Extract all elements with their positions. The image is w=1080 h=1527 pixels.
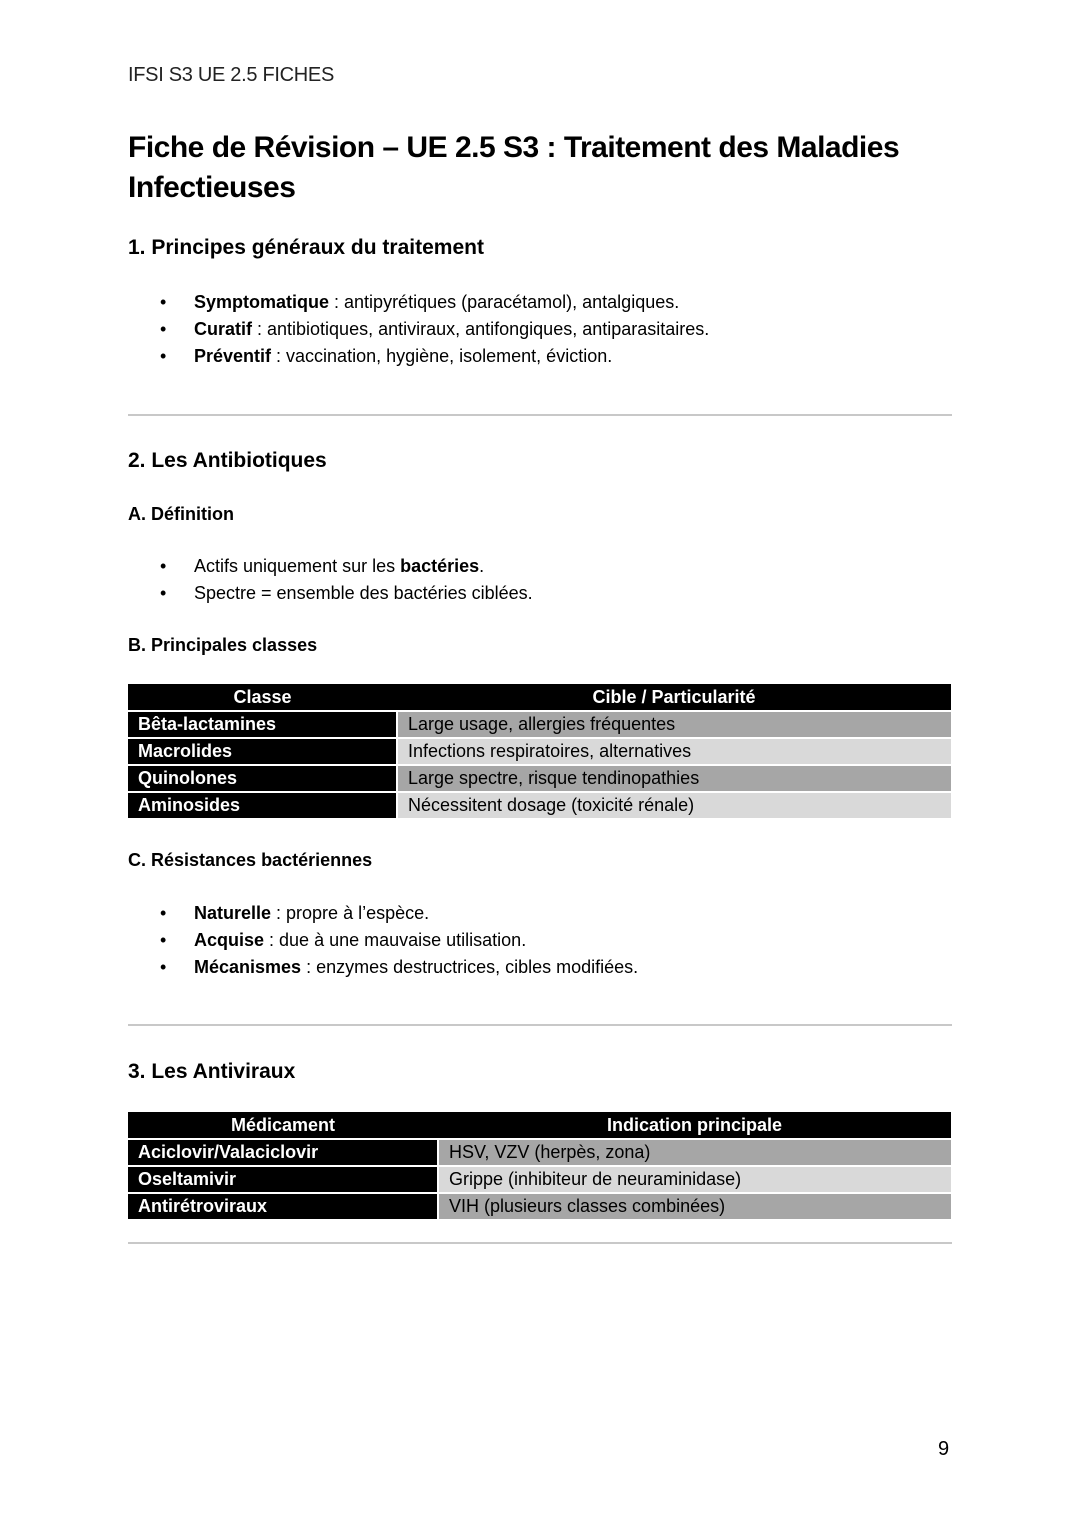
table-row [128, 1166, 951, 1193]
text: . [479, 556, 485, 576]
list-item [160, 553, 533, 580]
cell: Macrolides [128, 738, 397, 765]
desc: : antibiotiques, antiviraux, antifongiques, antiparasitaires. [252, 319, 710, 339]
desc: : propre à l’espèce. [271, 903, 430, 923]
antibiotics-table [128, 684, 951, 820]
section-1-heading: 1. Principes généraux du traitement [128, 236, 484, 259]
cell: Nécessitent dosage (toxicité rénale) [397, 792, 951, 819]
column-header: Classe [128, 684, 397, 711]
cell: Antirétroviraux [128, 1193, 438, 1220]
list-item [160, 927, 638, 954]
desc: : enzymes destructrices, cibles modifiées. [301, 957, 639, 977]
table-row [128, 1139, 951, 1166]
table-row [128, 738, 951, 765]
cell: Aciclovir/Valaciclovir [128, 1139, 438, 1166]
list-item [160, 900, 638, 927]
term: Symptomatique [194, 292, 330, 312]
cell: Oseltamivir [128, 1166, 438, 1193]
term: Préventif [194, 346, 272, 366]
cell: VIH (plusieurs classes combinées) [438, 1193, 951, 1220]
section-2-heading: 2. Les Antibiotiques [128, 449, 327, 472]
table-row [128, 1193, 951, 1220]
term: bactéries [400, 556, 480, 576]
cell: Bêta-lactamines [128, 711, 397, 738]
cell: HSV, VZV (herpès, zona) [438, 1139, 951, 1166]
cell: Aminosides [128, 792, 397, 819]
divider [128, 1242, 952, 1244]
section-1-list [160, 289, 709, 370]
column-header: Indication principale [438, 1112, 951, 1139]
term: Naturelle [194, 903, 272, 923]
term: Acquise [194, 930, 265, 950]
desc: : antipyrétiques (paracétamol), antalgiques. [329, 292, 680, 312]
desc: : due à une mauvaise utilisation. [264, 930, 527, 950]
list-item [160, 954, 638, 981]
document-title: Fiche de Révision – UE 2.5 S3 : Traitement des Maladies Infectieuses [128, 131, 900, 204]
resistance-list [160, 900, 638, 981]
list-item [160, 289, 709, 316]
term: Mécanismes [194, 957, 302, 977]
column-header: Médicament [128, 1112, 438, 1139]
page-number: 9 [938, 1438, 950, 1460]
list-item [160, 316, 709, 343]
table-header [128, 1112, 951, 1139]
divider [128, 1024, 952, 1026]
cell: Infections respiratoires, alternatives [397, 738, 951, 765]
cell: Large spectre, risque tendinopathies [397, 765, 951, 792]
table-row [128, 792, 951, 819]
section-3-heading: 3. Les Antiviraux [128, 1060, 296, 1083]
subsection-b-heading: B. Principales classes [128, 635, 318, 655]
page-header: IFSI S3 UE 2.5 FICHES [128, 64, 334, 86]
divider [128, 414, 952, 416]
text: Spectre = ensemble des bactéries ciblées. [194, 583, 533, 603]
list-item [160, 580, 533, 607]
subsection-c-heading: C. Résistances bactériennes [128, 850, 373, 870]
table-header [128, 684, 951, 711]
desc: : vaccination, hygiène, isolement, éviction. [271, 346, 613, 366]
cell: Quinolones [128, 765, 397, 792]
cell: Large usage, allergies fréquentes [397, 711, 951, 738]
term: Curatif [194, 319, 252, 339]
table-row [128, 711, 951, 738]
column-header: Cible / Particularité [397, 684, 951, 711]
text: Actifs uniquement sur les [194, 556, 401, 576]
antivirals-table [128, 1112, 951, 1221]
subsection-a-heading: A. Définition [128, 504, 234, 524]
definition-list [160, 553, 533, 607]
list-item [160, 343, 709, 370]
table-row [128, 765, 951, 792]
cell: Grippe (inhibiteur de neuraminidase) [438, 1166, 951, 1193]
